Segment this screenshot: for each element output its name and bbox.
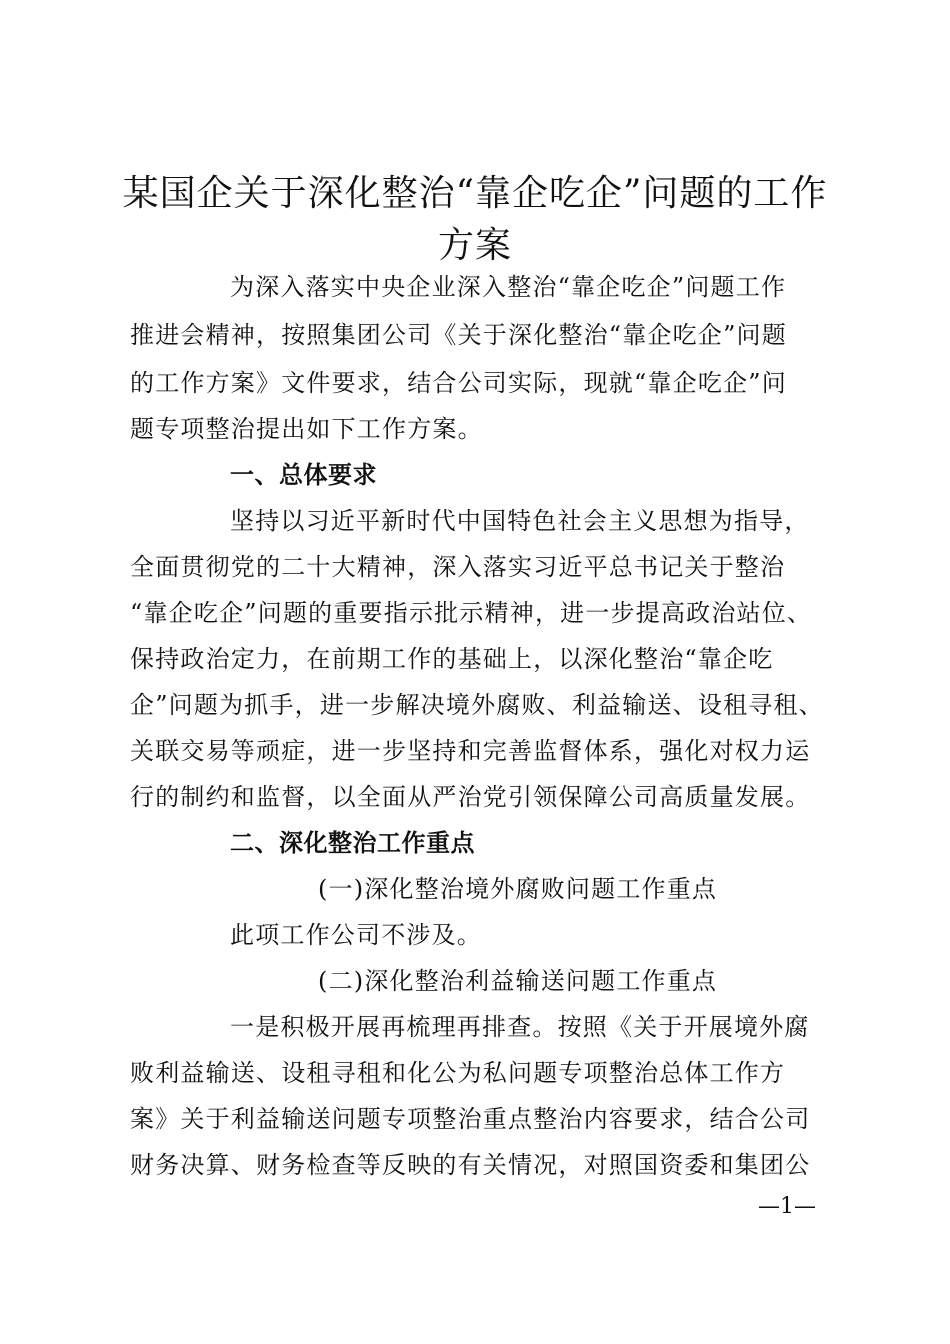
subsection-2-heading: (二)深化整治利益输送问题工作重点	[318, 967, 718, 995]
title-line-1: 某国企关于深化整治“靠企吃企”问题的工作	[122, 173, 828, 214]
section-2-heading: 二、深化整治工作重点	[230, 829, 475, 857]
subsection-2-line-2: 败利益输送、设租寻租和化公为私问题专项整治总体工作方	[130, 1059, 786, 1087]
section-1-line-5: 企”问题为抓手，进一步解决境外腐败、利益输送、设租寻租、	[130, 691, 824, 719]
intro-line-1: 为深入落实中央企业深入整治“靠企吃企”问题工作	[230, 273, 787, 301]
section-1-line-7: 行的制约和监督，以全面从严治党引领保障公司高质量发展。	[130, 783, 811, 811]
subsection-2-line-1: 一是积极开展再梳理再排查。按照《关于开展境外腐	[230, 1013, 810, 1041]
page-number: —1—	[758, 1194, 816, 1219]
section-1-line-2: 全面贯彻党的二十大精神，深入落实习近平总书记关于整治	[130, 553, 786, 581]
section-1-line-1: 坚持以习近平新时代中国特色社会主义思想为指导，	[230, 507, 810, 535]
title-line-2: 方案	[437, 225, 512, 266]
section-1-line-4: 保持政治定力，在前期工作的基础上，以深化整治“靠企吃	[130, 645, 774, 673]
intro-line-2: 推进会精神，按照集团公司《关于深化整治“靠企吃企”问题	[130, 321, 787, 349]
subsection-2-line-3: 案》关于利益输送问题专项整治重点整治内容要求，结合公司	[130, 1105, 811, 1133]
subsection-2-line-4: 财务决算、财务检查等反映的有关情况，对照国资委和集团公	[130, 1151, 811, 1179]
intro-line-3: 的工作方案》文件要求，结合公司实际，现就“靠企吃企”问	[130, 369, 787, 397]
section-1-heading: 一、总体要求	[230, 461, 377, 489]
intro-line-4: 题专项整治提出如下工作方案。	[130, 415, 483, 443]
subsection-1-body: 此项工作公司不涉及。	[230, 921, 482, 949]
document-title	[118, 168, 832, 272]
section-1-line-3: “靠企吃企”问题的重要指示批示精神，进一步提高政治站位、	[130, 599, 813, 627]
subsection-1-heading: (一)深化整治境外腐败问题工作重点	[318, 875, 718, 903]
section-1-line-6: 关联交易等顽症，进一步坚持和完善监督体系，强化对权力运	[130, 737, 811, 765]
